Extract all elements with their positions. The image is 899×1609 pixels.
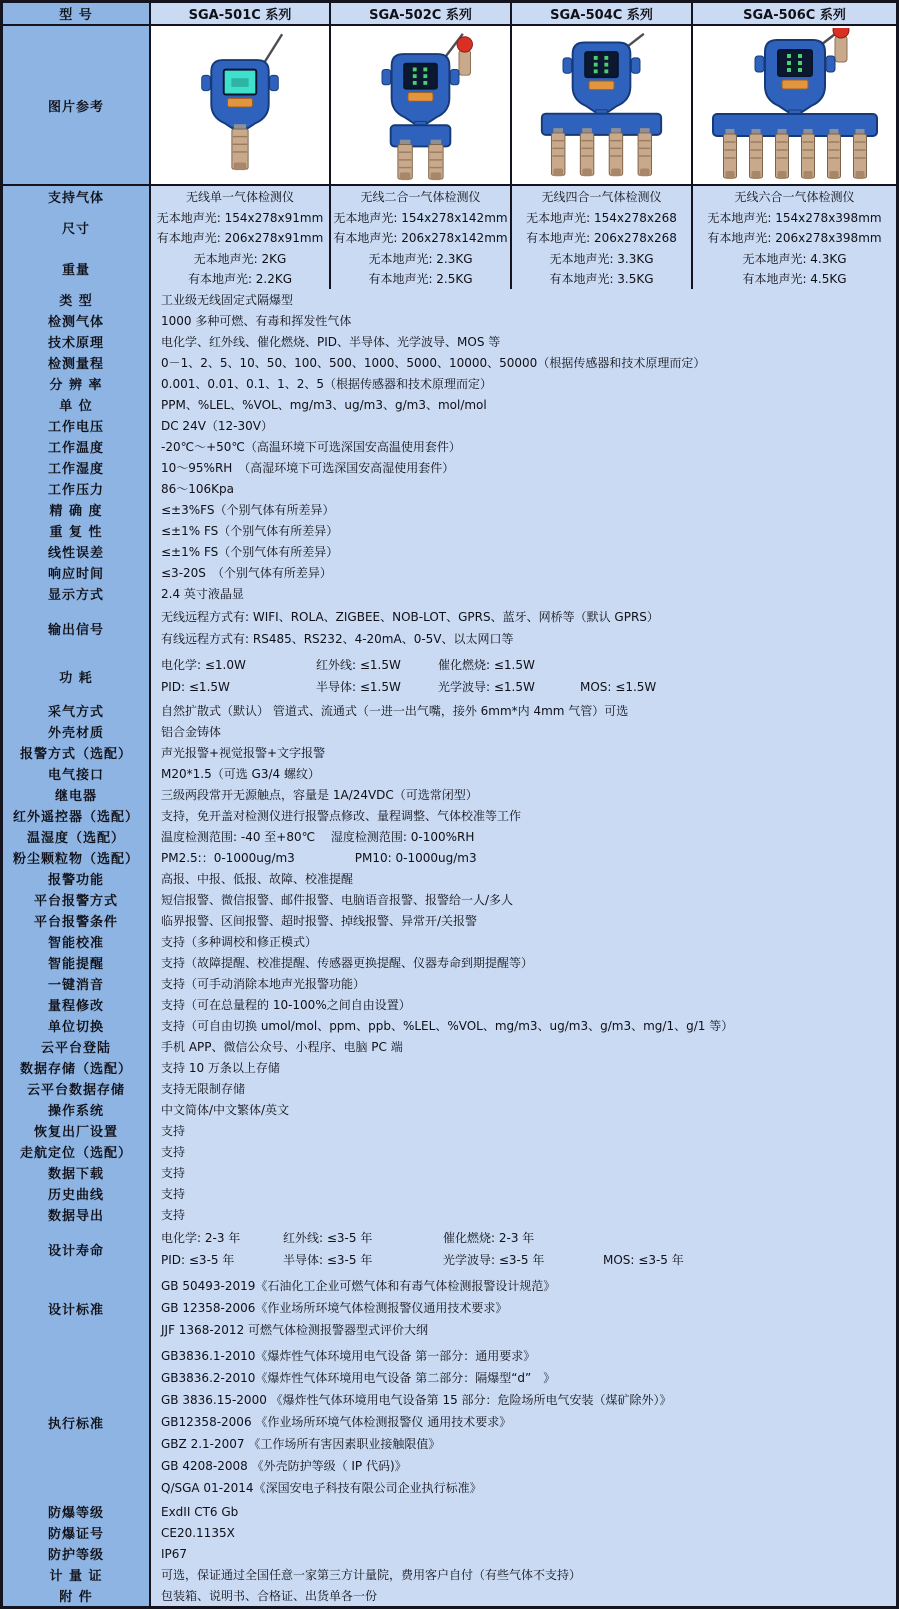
row-value: 三级两段常开无源触点，容量是 1A/24VDC（可选常闭型） [151,784,896,805]
row-value: 1000 多种可燃、有毒和挥发性气体 [151,310,896,331]
row-label: 走航定位（选配） [3,1141,149,1162]
row-value: 86～106Kpa [151,478,896,499]
value-line: GB3836.1-2010《爆炸性气体环境用电气设备 第一部分：通用要求》 [161,1349,536,1363]
row-label: 操作系统 [3,1099,149,1120]
spec-row-15 [3,541,896,562]
row-value: 包装箱、说明书、合格证、出货单各一份 [151,1585,896,1606]
row-value [151,1343,896,1501]
row-value: 中文简体/中文繁体/英文 [151,1099,896,1120]
spec-row-40 [3,1120,896,1141]
spec-row-3 [3,289,896,310]
row-label: 电气接口 [3,763,149,784]
gas-detector-illustration [702,28,888,184]
model-name-sga-506c: SGA-506C 系列 [693,3,896,24]
value-line: GB 3836.15-2000 《爆炸性气体环境用电气设备第 15 部分：危险场所电气安装（煤矿除外）》 [161,1393,672,1407]
row-value: 支持 [151,1204,896,1225]
row-label: 温湿度（选配） [3,826,149,847]
spec-row-29 [3,889,896,910]
spec-row-52 [3,1585,896,1606]
value-segment: 电化学: ≤1.0W [161,658,246,672]
spec-row-28 [3,868,896,889]
value-line: 无本地声光: 2KG [193,252,287,266]
value-segment: 催化燃烧: ≤1.5W [438,658,535,672]
row-value: 支持（故障提醒、校准提醒、传感器更换提醒、仪器寿命到期提醒等） [151,952,896,973]
value-line: 无本地声光: 154x278x268 [526,211,677,225]
row-value: IP67 [151,1543,896,1564]
row-label: 数据导出 [3,1204,149,1225]
row-label: 继电器 [3,784,149,805]
row-label: 红外遥控器（选配） [3,805,149,826]
value-segment: PID: ≤3-5 年 [161,1253,235,1267]
value-line: 有本地声光: 206x278x142mm [333,231,508,245]
row-label: 检测量程 [3,352,149,373]
row-label: 响应时间 [3,562,149,583]
row-value: 无线单一气体检测仪 [151,186,329,207]
value-segment: 红外线: ≤1.5W [316,658,401,672]
product-image-row [3,26,896,184]
value-line: 有本地声光: 2.2KG [187,272,293,286]
spec-row-44 [3,1204,896,1225]
row-value: 支持（多种调校和修正模式） [151,931,896,952]
spec-row-11 [3,457,896,478]
value-line: 有本地声光: 206x278x91mm [156,231,324,245]
spec-row-34 [3,994,896,1015]
spec-row-39 [3,1099,896,1120]
value-line: GB 12358-2006《作业场所环境气体检测报警仪通用技术要求》 [161,1301,508,1315]
value-segment: 电化学: 2-3 年 [161,1231,241,1245]
row-label: 粉尘颗粒物（选配） [3,847,149,868]
spec-row-18 [3,604,896,652]
row-label: 防护等级 [3,1543,149,1564]
row-value: PPM、%LEL、%VOL、mg/m3、ug/m3、g/m3、mol/mol [151,394,896,415]
row-value: CE20.1135X [151,1522,896,1543]
value-line: 有本地声光: 206x278x268 [526,231,677,245]
row-label: 线性误差 [3,541,149,562]
spec-row-10 [3,436,896,457]
row-value: ≤±3%FS（个别气体有所差异） [151,499,896,520]
spec-row-38 [3,1078,896,1099]
value-line: JJF 1368-2012 可燃气体检测报警器型式评价大纲 [161,1323,429,1337]
row-value: 支持 [151,1120,896,1141]
row-value: 自然扩散式（默认） 管道式、流通式（一进一出气嘴，接外 6mm*内 4mm 气管）可选 [151,700,896,721]
row-value: 短信报警、微信报警、邮件报警、电脑语音报警、报警给一人/多人 [151,889,896,910]
spec-row-45 [3,1225,896,1273]
spec-row-7 [3,373,896,394]
value-line: 无本地声光: 154x278x91mm [156,211,324,225]
spec-row-12 [3,478,896,499]
row-label: 云平台登陆 [3,1036,149,1057]
value-line: GB3836.2-2010《爆炸性气体环境用电气设备 第二部分：隔爆型“d” 》 [161,1371,556,1385]
row-value [151,652,896,700]
value-line: 无本地声光: 154x278x142mm [333,211,508,225]
value-line: 无本地声光: 154x278x398mm [707,211,882,225]
value-segment: 光学波导: ≤1.5W [438,680,535,694]
value-segment: MOS: ≤3-5 年 [603,1253,684,1267]
row-value: ≤±1% FS（个别气体有所差异） [151,520,896,541]
row-label: 类 型 [3,289,149,310]
row-value [331,207,510,248]
row-label: 平台报警条件 [3,910,149,931]
row-value: 支持，免开盖对检测仪进行报警点修改、量程调整、气体校准等工作 [151,805,896,826]
spec-row-51 [3,1564,896,1585]
spec-row-36 [3,1036,896,1057]
spec-row-33 [3,973,896,994]
value-line: 有本地声光: 3.5KG [549,272,654,286]
row-label: 数据下载 [3,1162,149,1183]
row-value: 2.4 英寸液晶显 [151,583,896,604]
row-value [512,207,691,248]
row-value: 支持（可自由切换 umol/mol、ppm、ppb、%LEL、%VOL、mg/m3、ug/m3、g/m3、mg/1、g/1 等） [151,1015,896,1036]
row-value: 工业级无线固定式隔爆型 [151,289,896,310]
value-line [161,1249,684,1271]
model-name-sga-501c: SGA-501C 系列 [151,3,329,24]
spec-row-1 [3,207,896,248]
spec-row-27 [3,847,896,868]
row-value [331,248,510,289]
device-image-sga-506c [693,26,896,184]
value-line: 有线远程方式有: RS485、RS232、4-20mA、0-5V、以太网口等 [161,632,514,646]
row-label: 精 确 度 [3,499,149,520]
row-label: 一键消音 [3,973,149,994]
spec-row-8 [3,394,896,415]
row-value: DC 24V（12-30V） [151,415,896,436]
spec-row-43 [3,1183,896,1204]
model-name-sga-502c: SGA-502C 系列 [331,3,510,24]
row-value: 高报、中报、低报、故障、校准提醒 [151,868,896,889]
value-segment: 催化燃烧: 2-3 年 [443,1231,535,1245]
row-value [151,604,896,652]
spec-row-5 [3,331,896,352]
spec-row-49 [3,1522,896,1543]
value-segment: 光学波导: ≤3-5 年 [443,1253,545,1267]
row-label: 技术原理 [3,331,149,352]
spec-rows-container [3,186,896,1606]
row-label: 工作电压 [3,415,149,436]
row-label: 输出信号 [3,604,149,652]
device-image-sga-502c [331,26,510,184]
value-line [161,676,656,698]
row-value: 温度检测范围: -40 至+80℃ 湿度检测范围: 0-100%RH [151,826,896,847]
spec-row-20 [3,700,896,721]
row-value: 支持 10 万条以上存储 [151,1057,896,1078]
row-label: 报警方式（选配） [3,742,149,763]
spec-row-35 [3,1015,896,1036]
spec-row-24 [3,784,896,805]
row-value: -20℃～+50℃（高温环境下可选深国安高温使用套件） [151,436,896,457]
value-line: GB12358-2006 《作业场所环境气体检测报警仪 通用技术要求》 [161,1415,512,1429]
spec-row-50 [3,1543,896,1564]
value-line: GB 50493-2019《石油化工企业可燃气体和有毒气体检测报警设计规范》 [161,1279,556,1293]
row-label: 重量 [3,248,149,289]
row-label: 工作压力 [3,478,149,499]
device-image-sga-504c [512,26,691,184]
spec-row-19 [3,652,896,700]
spec-row-14 [3,520,896,541]
row-value [151,207,329,248]
spec-row-25 [3,805,896,826]
image-row-label: 图片参考 [3,26,149,184]
value-line: GB 4208-2008 《外壳防护等级（ IP 代码)》 [161,1459,407,1473]
value-line: 无本地声光: 2.3KG [368,252,473,266]
row-label: 支持气体 [3,186,149,207]
row-label: 分 辨 率 [3,373,149,394]
row-label: 数据存储（选配） [3,1057,149,1078]
row-label: 工作温度 [3,436,149,457]
row-value [151,1225,896,1273]
value-segment: 红外线: ≤3-5 年 [283,1231,373,1245]
row-value: 0－1、2、5、10、50、100、500、1000、5000、10000、50000（根据传感器和技术原理而定） [151,352,896,373]
row-value: 支持无限制存储 [151,1078,896,1099]
row-value: 无线二合一气体检测仪 [331,186,510,207]
row-value: 电化学、红外线、催化燃烧、PID、半导体、光学波导、MOS 等 [151,331,896,352]
spec-row-37 [3,1057,896,1078]
spec-row-30 [3,910,896,931]
spec-row-16 [3,562,896,583]
gas-detector-illustration [151,28,329,184]
row-label: 单位切换 [3,1015,149,1036]
row-value: 无线六合一气体检测仪 [693,186,896,207]
row-value: 支持 [151,1141,896,1162]
value-line: Q/SGA 01-2014《深国安电子科技有限公司企业执行标准》 [161,1481,482,1495]
spec-row-46 [3,1273,896,1343]
spec-row-22 [3,742,896,763]
row-value: ≤3-20S （个别气体有所差异） [151,562,896,583]
spec-row-32 [3,952,896,973]
row-label: 外壳材质 [3,721,149,742]
gas-detector-illustration [331,28,510,184]
row-value: 支持 [151,1183,896,1204]
spec-row-4 [3,310,896,331]
model-header-label: 型 号 [3,3,149,24]
row-label: 恢复出厂设置 [3,1120,149,1141]
row-value: 支持（可手动消除本地声光报警功能） [151,973,896,994]
row-label: 防爆等级 [3,1501,149,1522]
row-label: 防爆证号 [3,1522,149,1543]
spec-row-26 [3,826,896,847]
row-value: PM2.5:：0-1000ug/m3 PM10: 0-1000ug/m3 [151,847,896,868]
spec-row-17 [3,583,896,604]
value-line: GBZ 2.1-2007 《工作场所有害因素职业接触限值》 [161,1437,441,1451]
row-value: 铝合金铸体 [151,721,896,742]
value-line: 有本地声光: 206x278x398mm [707,231,882,245]
spec-row-41 [3,1141,896,1162]
row-value: 声光报警+视觉报警+文字报警 [151,742,896,763]
row-label: 量程修改 [3,994,149,1015]
row-value: ExdII CT6 Gb [151,1501,896,1522]
row-value: 手机 APP、微信公众号、小程序、电脑 PC 端 [151,1036,896,1057]
spec-row-21 [3,721,896,742]
value-line [161,1227,603,1249]
row-value: 无线四合一气体检测仪 [512,186,691,207]
value-segment: 半导体: ≤3-5 年 [283,1253,373,1267]
row-label: 智能提醒 [3,952,149,973]
row-label: 单 位 [3,394,149,415]
row-label: 历史曲线 [3,1183,149,1204]
spec-row-6 [3,352,896,373]
row-label: 附 件 [3,1585,149,1606]
spec-row-31 [3,931,896,952]
row-label: 显示方式 [3,583,149,604]
row-value: ≤±1% FS（个别气体有所差异） [151,541,896,562]
row-label: 功 耗 [3,652,149,700]
row-label: 云平台数据存储 [3,1078,149,1099]
value-segment: 半导体: ≤1.5W [316,680,401,694]
value-segment: PID: ≤1.5W [161,680,230,694]
row-value: M20*1.5（可选 G3/4 螺纹） [151,763,896,784]
spec-row-48 [3,1501,896,1522]
row-label: 设计寿命 [3,1225,149,1273]
row-label: 重 复 性 [3,520,149,541]
row-label: 采气方式 [3,700,149,721]
row-label: 计 量 证 [3,1564,149,1585]
spec-row-47 [3,1343,896,1501]
value-line [161,654,580,676]
row-label: 设计标准 [3,1273,149,1343]
row-value [693,248,896,289]
row-value [693,207,896,248]
row-label: 平台报警方式 [3,889,149,910]
spec-row-2 [3,248,896,289]
row-value: 支持（可在总量程的 10-100%之间自由设置） [151,994,896,1015]
value-line: 无线远程方式有: WIFI、ROLA、ZIGBEE、NOB-LOT、GPRS、蓝牙、网桥等（默认 GPRS） [161,610,659,624]
row-label: 执行标准 [3,1343,149,1501]
row-value: 临界报警、区间报警、超时报警、掉线报警、异常开/关报警 [151,910,896,931]
value-line: 无本地声光: 4.3KG [742,252,847,266]
row-value [512,248,691,289]
value-line: 无本地声光: 3.3KG [549,252,654,266]
model-header-row [3,3,896,24]
row-label: 智能校准 [3,931,149,952]
value-segment: MOS: ≤1.5W [580,680,657,694]
row-value [151,248,329,289]
row-label: 检测气体 [3,310,149,331]
model-name-sga-504c: SGA-504C 系列 [512,3,691,24]
spec-row-0 [3,186,896,207]
value-line: 有本地声光: 2.5KG [368,272,473,286]
gas-detector-illustration [512,28,691,184]
row-value: 支持 [151,1162,896,1183]
row-label: 尺寸 [3,207,149,248]
value-line: 有本地声光: 4.5KG [742,272,847,286]
device-image-sga-501c [151,26,329,184]
row-value: 0.001、0.01、0.1、1、2、5（根据传感器和技术原理而定） [151,373,896,394]
row-label: 工作湿度 [3,457,149,478]
spec-row-23 [3,763,896,784]
spec-row-42 [3,1162,896,1183]
row-label: 报警功能 [3,868,149,889]
row-value: 可选，保证通过全国任意一家第三方计量院，费用客户自付（有些气体不支持） [151,1564,896,1585]
row-value: 10～95%RH （高湿环境下可选深国安高湿使用套件） [151,457,896,478]
row-value [151,1273,896,1343]
spec-row-13 [3,499,896,520]
spec-row-9 [3,415,896,436]
